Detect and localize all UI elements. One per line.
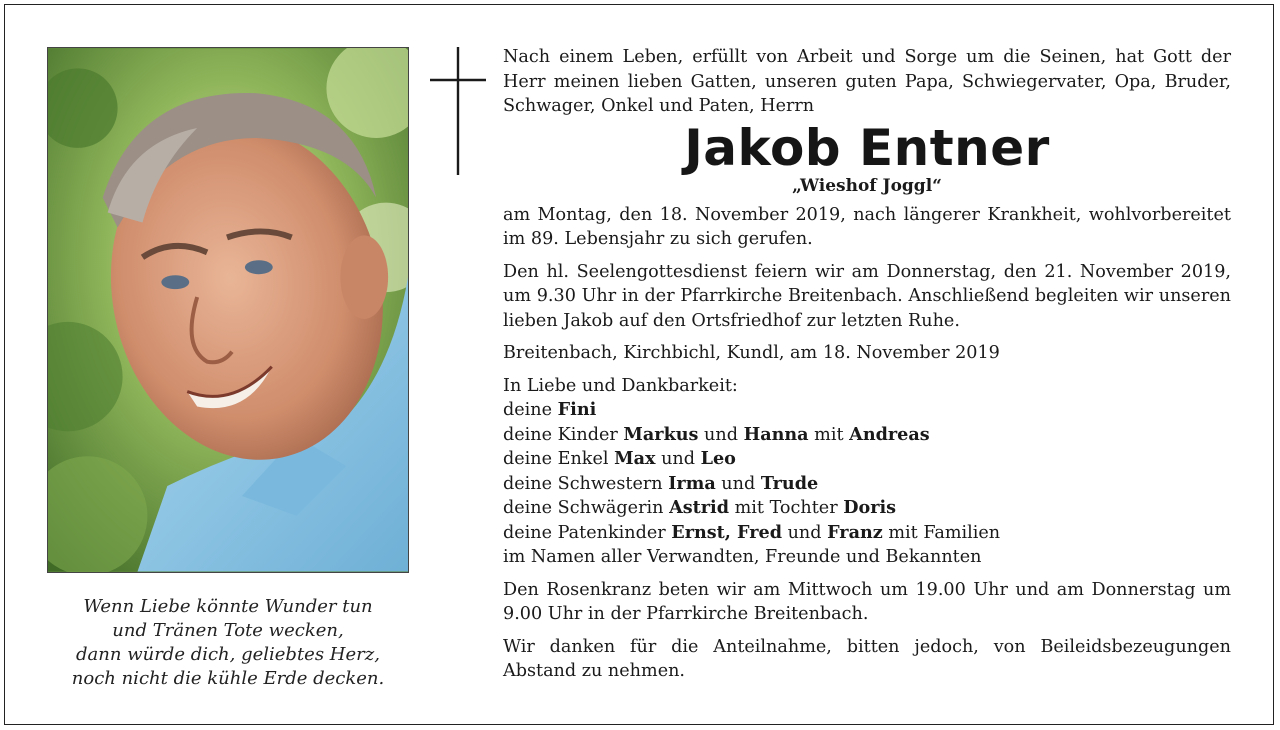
mourner-line (503, 472, 1231, 497)
mourner-name: Franz (827, 521, 883, 543)
thanks-text: Wir danken für die Anteilnahme, bitten jedoch, von Beileidsbezeugungen Abstand zu nehmen. (503, 636, 1231, 681)
mourner-text: deine (503, 400, 558, 420)
mourner-text: deine Schwägerin (503, 498, 670, 518)
mourner-name: Hanna (743, 423, 809, 445)
mourner-text: mit Tochter (729, 498, 844, 518)
mourner-text: deine Enkel (503, 449, 615, 469)
deceased-nickname: „Wieshof Joggl“ (792, 175, 942, 196)
rosary-text: Den Rosenkranz beten wir am Mittwoch um 19.00 Uhr und am Donnerstag um 9.00 Uhr in der Pfarrkirche Breitenbach. (503, 579, 1231, 624)
mourner-text: im Namen aller Verwandten, Freunde und Bekannten (503, 547, 982, 567)
mourner-name: Doris (843, 497, 897, 518)
mourner-name: Andreas (849, 423, 930, 445)
poem-line: Wenn Liebe könnte Wunder tun (83, 596, 373, 617)
mourners-list (503, 398, 1231, 570)
place-date: Breitenbach, Kirchbichl, Kundl, am 18. November 2019 (503, 343, 1000, 363)
obituary-notice (4, 4, 1274, 725)
poem-line: noch nicht die kühle Erde decken. (71, 668, 385, 689)
mourner-text: und (715, 473, 761, 494)
mourner-text: und (782, 522, 828, 543)
poem-line: und Tränen Tote wecken, (112, 620, 344, 641)
mourner-text: und (655, 449, 701, 469)
mourner-name: Ernst, Fred (671, 521, 782, 543)
mourner-line (503, 423, 1231, 448)
death-notice-text: am Montag, den 18. November 2019, nach längerer Krankheit, wohlvorbereitet im 89. Lebensjahr zu sich gerufen. (503, 204, 1231, 249)
deceased-name: Jakob Entner (684, 118, 1050, 177)
funeral-service-text: Den hl. Seelengottesdienst feiern wir am Donnerstag, den 21. November 2019, um 9.30 Uhr in der Pfarrkirche Breitenbach. Anschließend begleiten wir unseren lieben Jakob auf den Ortsfriedhof zur letzten Ruhe. (503, 261, 1231, 331)
mourner-line (503, 496, 1231, 521)
mourner-name: Irma (668, 472, 716, 494)
portrait-photo (47, 47, 409, 573)
poem-line: dann würde dich, geliebtes Herz, (76, 644, 380, 665)
mourner-text: und (698, 424, 744, 445)
notice-text (503, 45, 1231, 684)
memorial-poem (47, 595, 409, 691)
mourner-name: Astrid (669, 497, 729, 518)
mourner-text: mit (808, 424, 850, 445)
portrait-illustration (48, 48, 408, 572)
love-line: In Liebe und Dankbarkeit: (503, 375, 738, 396)
mourner-line (503, 545, 1231, 570)
mourner-line (503, 398, 1231, 423)
mourner-line (503, 521, 1231, 546)
intro-text: Nach einem Leben, erfüllt von Arbeit und Sorge um die Seinen, hat Gott der Herr meinen lieben Gatten, unseren guten Papa, Schwiegervater, Opa, Bruder, Schwager, Onkel und Paten, Herrn (503, 47, 1231, 116)
mourner-line (503, 447, 1231, 472)
mourner-name: Fini (557, 399, 597, 420)
mourner-text: deine Patenkinder (503, 522, 672, 543)
cross-icon (430, 47, 486, 175)
mourner-name: Markus (623, 423, 699, 445)
mourner-text: mit Familien (882, 522, 1001, 543)
mourner-name: Leo (700, 448, 736, 469)
mourner-text: deine Kinder (503, 424, 624, 445)
mourner-name: Max (614, 448, 656, 469)
mourner-name: Trude (760, 472, 819, 494)
mourner-text: deine Schwestern (503, 473, 669, 494)
